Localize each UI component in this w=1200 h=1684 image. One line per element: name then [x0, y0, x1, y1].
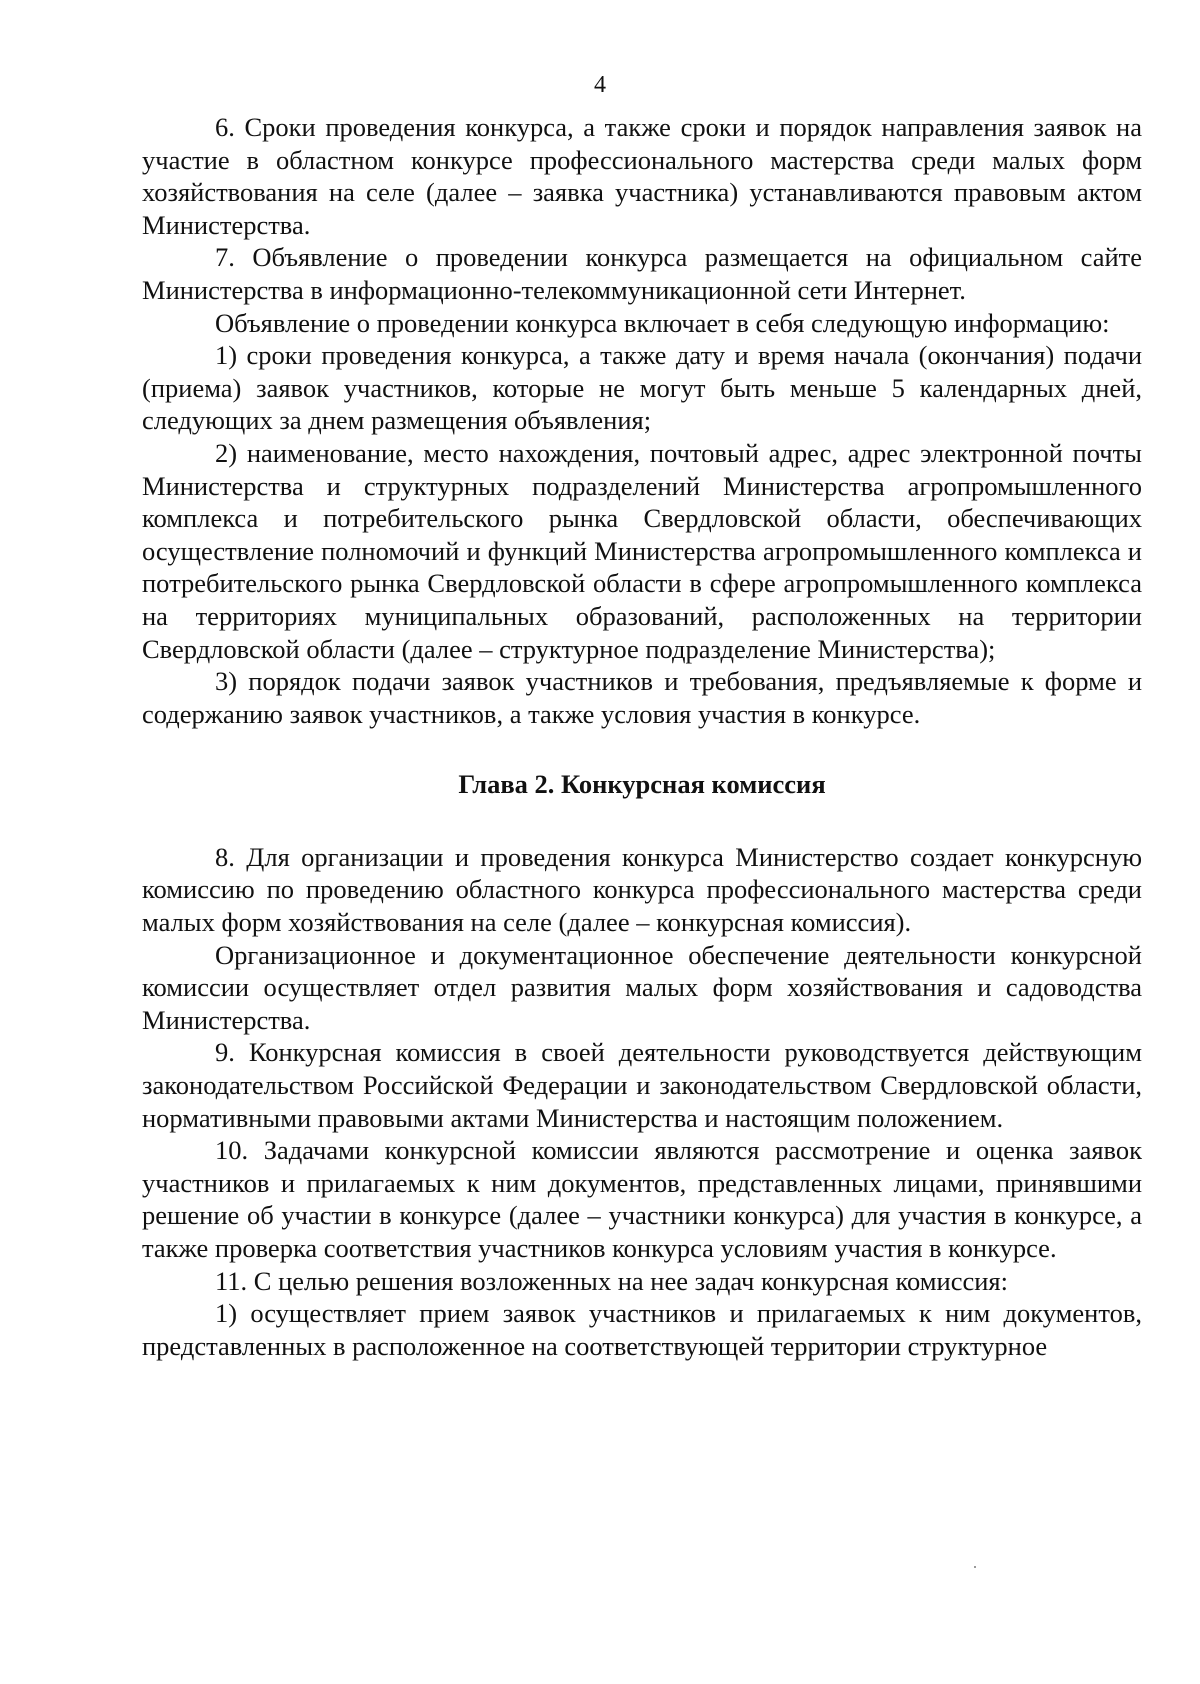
- list-item-3-submission-order: 3) порядок подачи заявок участников и требования, предъявляемые к форме и содержанию заявок участников, а также условия участия в конкурсе.: [142, 666, 1142, 729]
- scan-speck: [974, 1566, 976, 1568]
- paragraph-9-legislation: 9. Конкурсная комиссия в своей деятельности руководствуется действующим законодательством Российской Федерации и законодательством Свердловской области, нормативными правовыми актами Министерства и настоящим положением.: [142, 1037, 1142, 1133]
- list-item-1-receives-applications: 1) осуществляет прием заявок участников и прилагаемых к ним документов, представленных в расположенное на соответствующей территории структурное: [142, 1298, 1142, 1361]
- paragraph-10-tasks: 10. Задачами конкурсной комиссии являются рассмотрение и оценка заявок участников и прилагаемых к ним документов, представленных лицами, принявшими решение об участии в конкурсе (далее – участники конкурса) для участия в конкурсе, а также проверка соответствия участников конкурса условиям участия в конкурсе.: [142, 1135, 1142, 1263]
- paragraph-11-functions: 11. С целью решения возложенных на нее задач конкурсная комиссия:: [215, 1265, 1008, 1296]
- paragraph-6-deadlines: 6. Сроки проведения конкурса, а также сроки и порядок направления заявок на участие в областном конкурсе профессионального мастерства среди малых форм хозяйствования на селе (далее – заявка участника) устанавливаются правовым актом Министерства.: [142, 112, 1142, 240]
- chapter-heading: Глава 2. Конкурсная комиссия: [458, 769, 826, 800]
- list-item-1-deadlines: 1) сроки проведения конкурса, а также дату и время начала (окончания) подачи (приема) заявок участников, которые не могут быть меньше 5 календарных дней, следующих за днем размещения объявления;: [142, 340, 1142, 436]
- paragraph-organizational-support: Организационное и документационное обеспечение деятельности конкурсной комиссии осуществляет отдел развития малых форм хозяйствования и садоводства Министерства.: [142, 939, 1142, 1035]
- document-body: [142, 111, 1142, 1362]
- paragraph-announcement-contents: Объявление о проведении конкурса включает в себя следующую информацию:: [215, 307, 1110, 338]
- list-item-2-contacts: 2) наименование, место нахождения, почтовый адрес, адрес электронной почты Министерства и структурных подразделений Министерства агропромышленного комплекса и потребительского рынка Свердловской области, обеспечивающих осуществление полномочий и функций Министерства агропромышленного комплекса и потребительского рынка Свердловской области в сфере агропромышленного комплекса на территориях муниципальных образований, расположенных на территории Свердловской области (далее – структурное подразделение Министерства);: [142, 437, 1142, 664]
- paragraph-7-announcement: 7. Объявление о проведении конкурса размещается на официальном сайте Министерства в информационно-телекоммуникационной сети Интернет.: [142, 242, 1142, 305]
- paragraph-8-commission-created: 8. Для организации и проведения конкурса Министерство создает конкурсную комиссию по проведению областного конкурса профессионального мастерства среди малых форм хозяйствования на селе (далее – конкурсная комиссия).: [142, 841, 1142, 938]
- page-number: 4: [594, 72, 606, 98]
